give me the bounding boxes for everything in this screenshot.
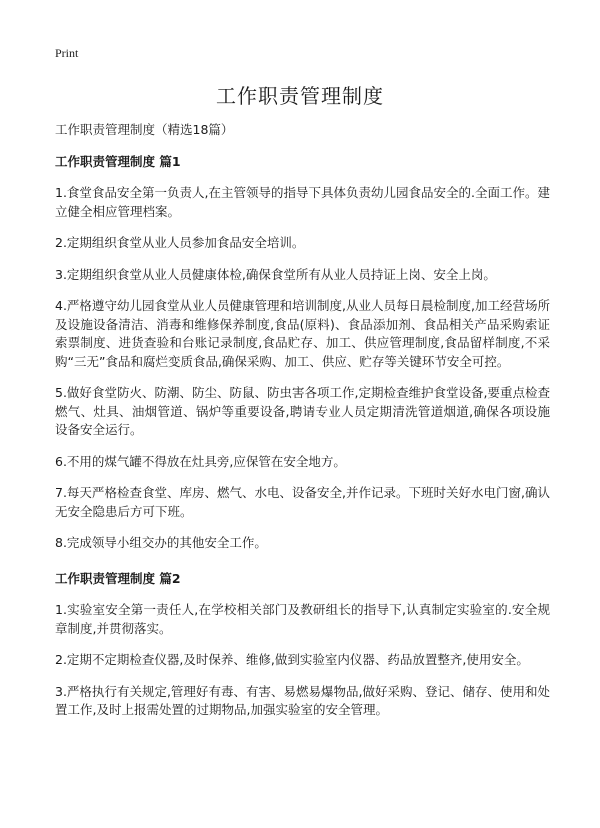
paragraph: 7.每天严格检查食堂、库房、燃气、水电、设备安全,并作记录。下班时关好水电门窗,确认无安全隐患后方可下班。 <box>55 485 550 519</box>
paragraph: 1.食堂食品安全第一负责人,在主管领导的指导下具体负责幼儿园食品安全的.全面工作。建立健全相应管理档案。 <box>55 185 550 219</box>
paragraph: 3.严格执行有关规定,管理好有毒、有害、易燃易爆物品,做好采购、登记、储存、使用和处置工作,及时上报需处置的过期物品,加强实验室的安全管理。 <box>55 683 550 717</box>
paragraph: 5.做好食堂防火、防潮、防尘、防鼠、防虫害各项工作,定期检查维护食堂设备,要重点检查燃气、灶具、油烟管道、锅炉等重要设备,聘请专业人员定期清洗管道烟道,确保各项设施设备安全运行。 <box>55 385 550 437</box>
paragraph: 8.完成领导小组交办的其他安全工作。 <box>55 535 267 550</box>
paragraph: 4.严格遵守幼儿园食堂从业人员健康管理和培训制度,从业人员每日晨检制度,加工经营场所及设施设备清洁、消毒和维修保养制度,食品(原料)、食品添加剂、食品相关产品采购索证索票制度、进货查验和台账记录制度,食品贮存、加工、供应管理制度,食品留样制度,不采购“三无”食品和腐烂变质食品,确保采购、加工、供应、贮存等关键环节安全可控。 <box>55 298 550 369</box>
paragraph: 2.定期组织食堂从业人员参加食品安全培训。 <box>55 235 305 250</box>
section-heading: 工作职责管理制度 篇2 <box>55 570 181 586</box>
section-heading: 工作职责管理制度 篇1 <box>55 153 181 169</box>
paragraph: 2.定期不定期检查仪器,及时保养、维修,做到实验室内仪器、药品放置整齐,使用安全。 <box>55 652 529 667</box>
document-subtitle: 工作职责管理制度（精选18篇） <box>55 122 234 137</box>
paragraph: 6.不用的煤气罐不得放在灶具旁,应保管在安全地方。 <box>55 453 346 469</box>
document-body <box>55 121 550 733</box>
paragraph: 3.定期组织食堂从业人员健康体检,确保食堂所有从业人员持证上岗、安全上岗。 <box>55 266 496 282</box>
section-1 <box>55 153 550 553</box>
page-title: 工作职责管理制度 <box>216 84 384 108</box>
print-link[interactable]: Print <box>55 46 79 60</box>
section-2 <box>55 570 550 720</box>
paragraph: 1.实验室安全第一责任人,在学校相关部门及教研组长的指导下,认真制定实验室的.安全规章制度,并贯彻落实。 <box>55 602 550 636</box>
